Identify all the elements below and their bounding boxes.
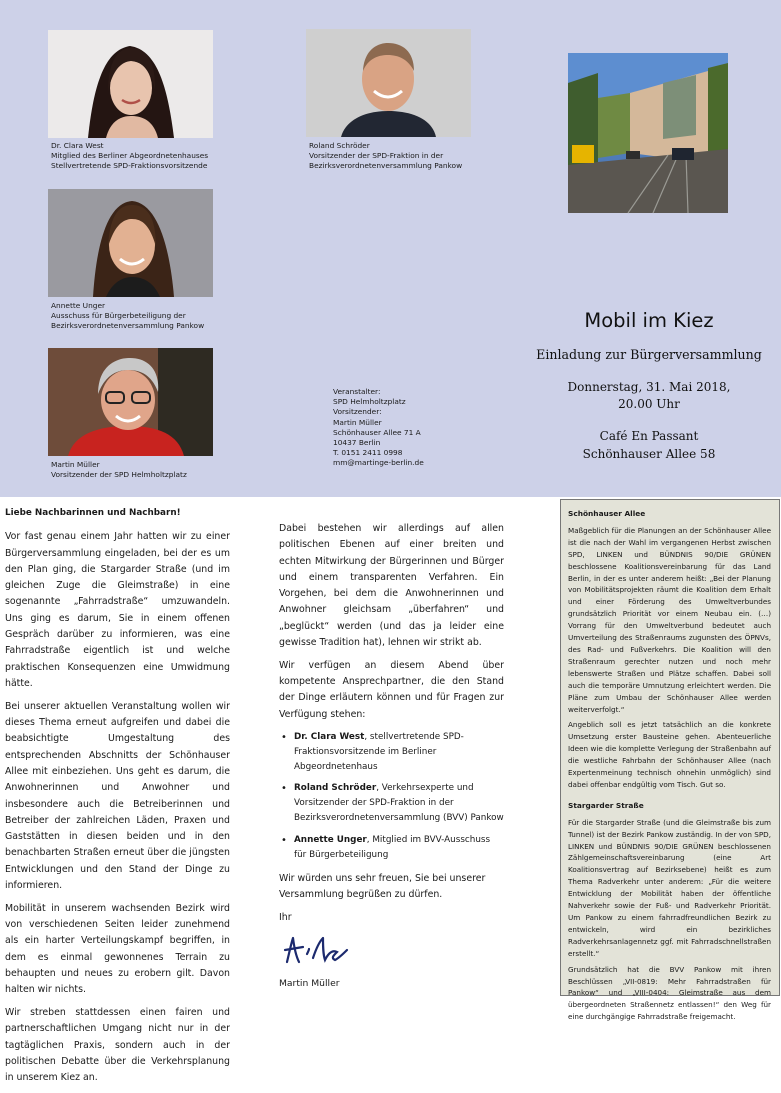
organizer-line: SPD Helmholtzplatz xyxy=(333,397,406,407)
letter-paragraph: Wir streben stattdessen einen fairen und partnerschaftlichen Umgang nicht nur in der tagtäglichen Praxis, sondern auch in der politischen Debatte über die Verkehrsplanung in unserem Kiez an. xyxy=(5,1007,230,1084)
letter-paragraph: Dabei bestehen wir allerdings auf allen politischen Ebenen auf einer breiten und echten Mitwirkung der Bürgerinnen und Bürger und einem transparenten Verfahren. Ein Vorgehen, bei dem die Anwohnerinnen und Anwohner gleichsam „überfahren“ und „beglückt“ werden (und das ja leider eine gewisse Tradition hat), lehnen wir strikt ab. xyxy=(279,523,504,649)
caption-line: Bezirksverordnetenversammlung Pankow xyxy=(51,321,205,331)
sidebar-paragraph: Maßgeblich für die Planungen an der Schönhauser Allee ist die nach der Wahl im vergangenen Herbst zwischen SPD, LINKEN und BÜNDNIS 90/DIE GRÜNEN beschlossene Koalitionsvereinbarung für das Land Berlin, in der es unter anderem heißt: „Bei der Planung von Mobilitätsprojekten räumt die Koalition dem Erhalt und einer Förderung des Umweltverbundes grundsätzlich Priorität vor einem Neubau ein. (…) Vorrang für den Umweltverbund bedeutet auch Umverteilung des Straßenraums zugunsten des ÖPNVs, des Rad- und Fußverkehrs. Die Koalition will den Straßenraum gerechter nutzen und noch mehr lebenswerte Straßen und Plätze schaffen. Dabei soll auch die temporäre Umnutzung erleichtert werden. Die Pläne zum Umbau der Schönhauser Allee werden weiterverfolgt.“ xyxy=(568,525,771,714)
caption-line: Roland Schröder xyxy=(309,141,370,150)
caption-roland-schroeder xyxy=(309,141,462,172)
organizer-email: mm@martinge-berlin.de xyxy=(333,458,424,468)
caption-line: Dr. Clara West xyxy=(51,141,104,150)
header-panel xyxy=(0,0,781,497)
caption-line: Vorsitzender der SPD Helmholtzplatz xyxy=(51,470,187,480)
letter-paragraph: Mobilität in unserem wachsenden Bezirk wird von verschiedenen Seiten leider zunehmend als ein harter Verteilungskampf begriffen, in dem es einmal gewonnenes Terrain zu behaupten und neues zu erobern gilt. Davon halten wir nichts. xyxy=(5,902,230,996)
sidebar-heading-stargarder: Stargarder Straße xyxy=(568,800,644,810)
organizer-line: Martin Müller xyxy=(333,417,382,427)
caption-clara-west xyxy=(51,141,208,172)
letter-regards: Ihr xyxy=(279,911,292,923)
organizer-line: 10437 Berlin xyxy=(333,438,381,448)
letter-paragraph: Wir verfügen an diesem Abend über kompetente Ansprechpartner, die den Stand der Dinge erläutern können und für Fragen zur Verfügung stehen: xyxy=(279,659,504,720)
caption-line: Annette Unger xyxy=(51,301,106,310)
caption-line: Ausschuss für Bürgerbeteiligung der xyxy=(51,311,186,321)
caption-line: Stellvertretende SPD-Fraktionsvorsitzende xyxy=(51,161,208,171)
event-subtitle: Einladung zur Bürgerversammlung xyxy=(536,347,762,362)
photo-clara-west xyxy=(48,30,213,138)
caption-martin-mueller xyxy=(51,460,187,480)
speaker-item xyxy=(279,730,504,775)
sidebar-heading-schoenhauser: Schönhauser Allee xyxy=(568,509,646,518)
letter-paragraph: Bei unserer aktuellen Veranstaltung wollen wir dieses Thema erneut aufgreifen und dabei die beabsichtigte Umgestaltung des entsprechenden Abschnitts der Schönhauser Allee mit einbeziehen. Uns geht es darum, die Anwohnerinnen und Anwohner und insbesondere auch die Betreiberinnen und Betreiber der zahlreichen Läden, Praxen und Gaststätten in diesen beiden und in den benachbarten Straßen erneut über die jüngsten Entwicklungen und den Stand der Dinge zu informieren. xyxy=(5,700,230,892)
speaker-name: Roland Schröder xyxy=(294,783,377,794)
signature-image xyxy=(281,932,371,968)
speaker-name: Annette Unger xyxy=(294,834,367,845)
letter-column-1 xyxy=(5,505,230,1093)
letter-paragraph: Vor fast genau einem Jahr hatten wir zu einer Bürgerversammlung eingeladen, bei der es um den Plan ging, die Stargarder Straße (und im gleichen Zuge die Gleimstraße) in eine sogenannte „Fahrradstraße“ umzuwandeln. Uns ging es darum, Sie in einem offenen Gespräch darüber zu informieren, was eine Fahrradstraße eigentlich ist und welche praktischen Konsequenzen eine Umwidmung hätte. xyxy=(5,531,230,689)
caption-annette-unger xyxy=(51,301,204,332)
caption-line: Vorsitzender der SPD-Fraktion in der xyxy=(309,151,444,161)
sidebar-paragraph: Grundsätzlich hat die BVV Pankow mit ihren Beschlüssen „VII-0819: Mehr Fahrradstraßen für Pankow“ und „VIII-0404: Gleimstraße aus dem übergeordneten Straßennetz entlassen!“ den Weg für eine durchgängige Fahrradstraße freigemacht. xyxy=(568,964,771,1022)
photo-martin-mueller xyxy=(48,348,213,456)
speaker-desc: , Mitglied im BVV-Ausschuss für Bürgerbeteiligung xyxy=(294,834,491,860)
letter-signer: Martin Müller xyxy=(279,978,340,990)
sidebar-paragraph: Angeblich soll es jetzt tatsächlich an die konkrete Umsetzung erster Bausteine gehen. Abenteuerliche Ideen wie die komplette Verlegung der Straßenbahn auf die westliche Fahrbahn der Schönhauser Allee (nach Expertenmeinung technisch ohnehin unmöglich) sind dabei offenbar endgültig vom Tisch. Gut so. xyxy=(568,720,771,789)
event-venue xyxy=(545,427,753,463)
event-title: Mobil im Kiez xyxy=(584,309,714,332)
event-date-line: Donnerstag, 31. Mai 2018, xyxy=(567,380,731,394)
letter-column-2 xyxy=(279,521,504,999)
caption-line: Bezirksverordnetenversammlung Pankow xyxy=(309,161,463,171)
event-venue-address: Schönhauser Allee 58 xyxy=(582,447,716,461)
event-date xyxy=(545,379,753,413)
speaker-list xyxy=(279,730,504,863)
organizer-line: Vorsitzender: xyxy=(333,407,382,417)
info-sidebar xyxy=(560,499,780,1022)
caption-line: Martin Müller xyxy=(51,460,100,469)
event-venue-name: Café En Passant xyxy=(599,429,699,443)
organizer-line: Schönhauser Allee 71 A xyxy=(333,427,421,437)
speaker-item xyxy=(279,781,504,826)
letter-closing: Wir würden uns sehr freuen, Sie bei unserer Versammlung begrüßen zu dürfen. xyxy=(279,872,486,900)
speaker-item xyxy=(279,833,504,863)
speaker-name: Dr. Clara West xyxy=(294,731,365,742)
sidebar-paragraph: Für die Stargarder Straße (und die Gleimstraße bis zum Tunnel) ist der Bezirk Pankow zuständig. In der von SPD, LINKEN und BÜNDNIS 90/DIE GRÜNEN beschlossenen Zählgemeinschaftsvereinbarung (eine Art Koalitionsvertrag auf Bezirksebene) heißt es zum Thema Radverkehr unter anderem: „Für die weitere Entwicklung der Mobilität haben der öffentliche Nahverkehr sowie der Fuß- und Radverkehr Priorität. Um Pankow zu einem fahrradfreundlichen Bezirk zu entwickeln, wird ein bezirkliches Radverkehrsanlagennetz ggf. mit Fahrradschnellstraßen erstellt.“ xyxy=(568,817,771,958)
organizer-info xyxy=(333,387,424,469)
speaker-desc: , stellvertretende SPD-Fraktionsvorsitzende im Berliner Abgeordnetenhaus xyxy=(294,731,464,772)
organizer-line: Veranstalter: xyxy=(333,387,381,396)
organizer-line: T. 0151 2411 0998 xyxy=(333,448,403,458)
caption-line: Mitglied des Berliner Abgeordnetenhauses xyxy=(51,151,209,161)
letter-greeting: Liebe Nachbarinnen und Nachbarn! xyxy=(5,508,181,518)
photo-roland-schroeder xyxy=(306,29,471,137)
photo-annette-unger xyxy=(48,189,213,297)
speaker-desc: , Verkehrsexperte und Vorsitzender der SPD-Fraktion in der Bezirksverordnetenversammlung (BVV) Pankow xyxy=(294,783,504,824)
event-time-line: 20.00 Uhr xyxy=(618,397,680,411)
photo-street-scene xyxy=(568,53,728,213)
